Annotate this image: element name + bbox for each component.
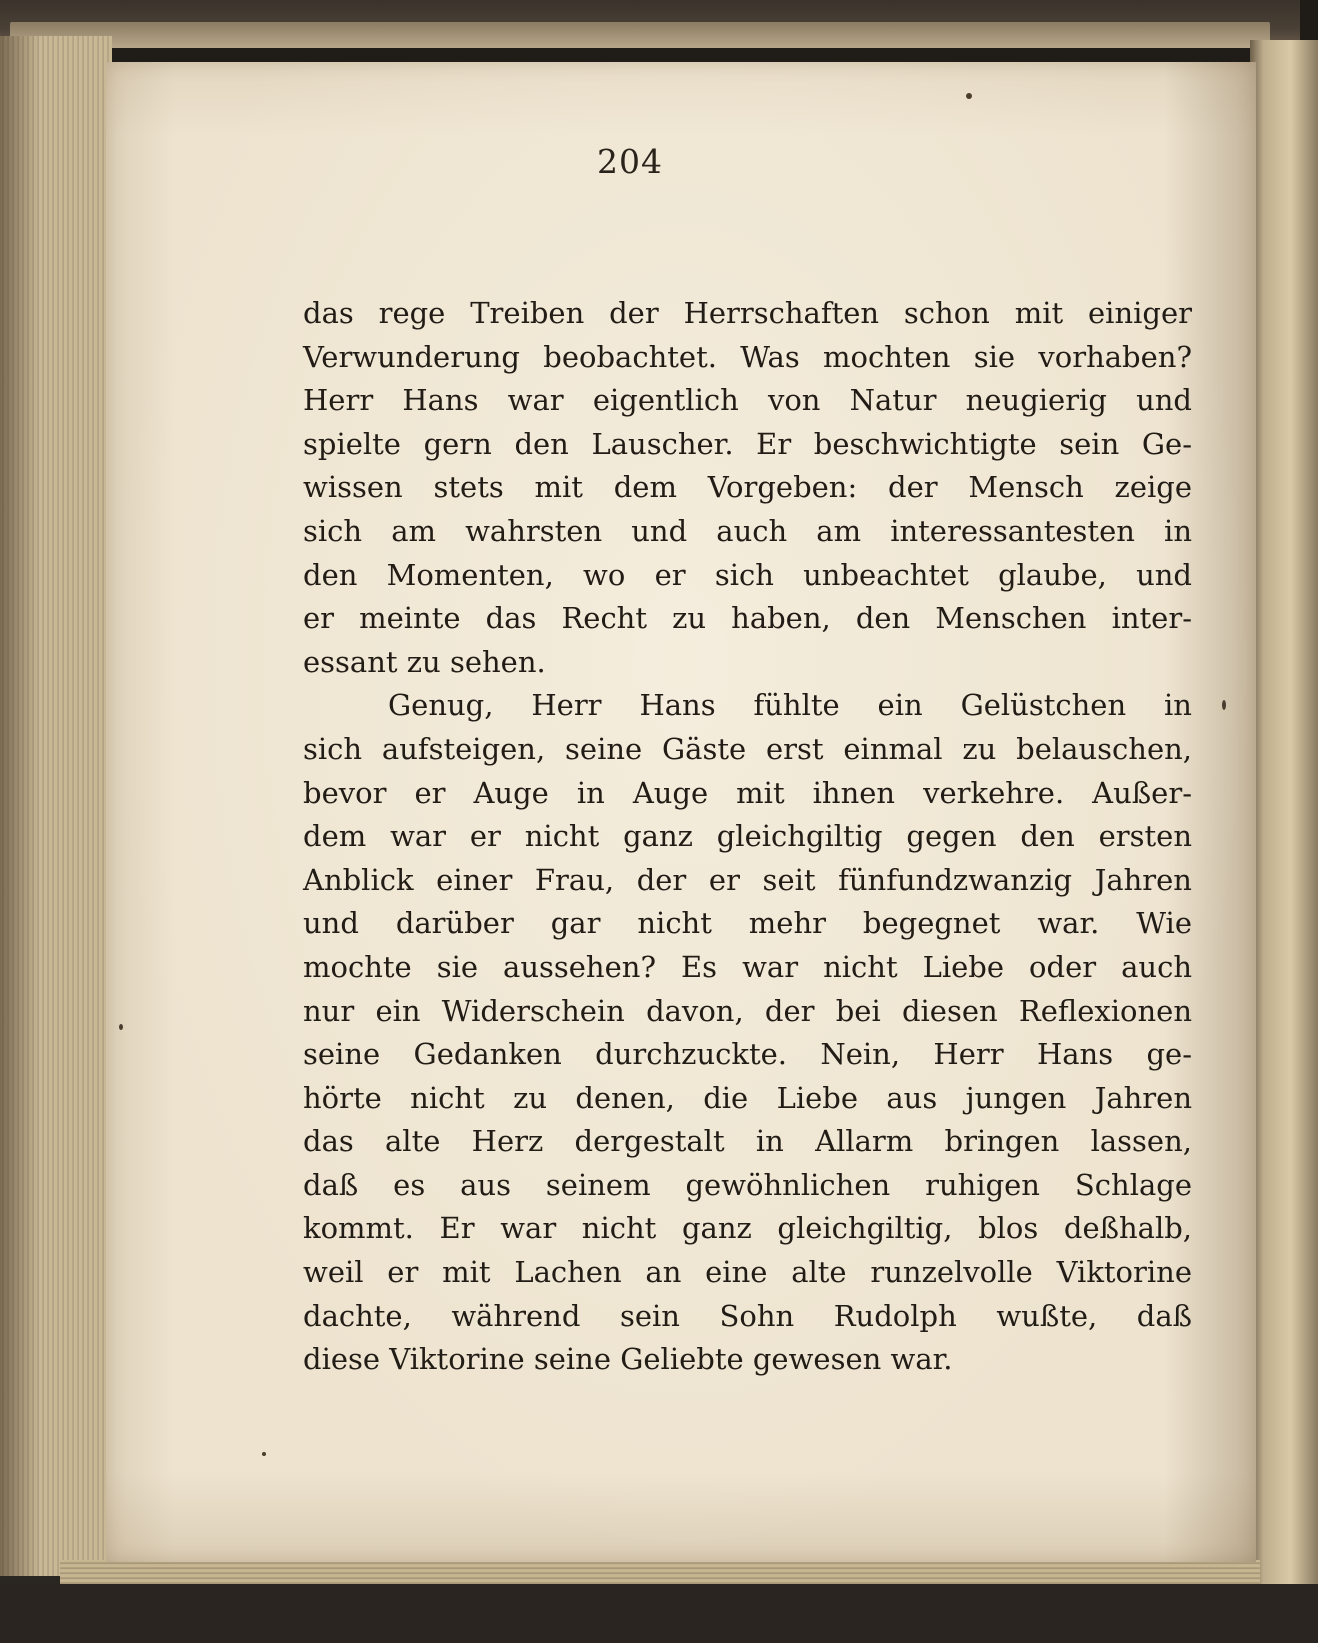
text-line: daß es aus seinem gewöhnlichen ruhigen Schlage — [303, 1167, 1192, 1202]
text-line: das rege Treiben der Herrschaften schon mit einiger — [303, 296, 1192, 330]
text-line: essant zu sehen. — [303, 644, 546, 679]
text-line: wissen stets mit dem Vorgeben: der Mensch zeige — [303, 470, 1192, 505]
text-line: Herr Hans war eigentlich von Natur neugierig und — [303, 383, 1192, 418]
text-line: diese Viktorine seine Geliebte gewesen war. — [303, 1342, 953, 1377]
ink-speck — [119, 1024, 123, 1030]
text-line: sich aufsteigen, seine Gäste erst einmal zu belauschen, — [303, 731, 1192, 766]
text-line: er meinte das Recht zu haben, den Menschen inter- — [303, 601, 1192, 636]
text-line: weil er mit Lachen an eine alte runzelvolle Viktorine — [303, 1255, 1192, 1290]
text-line: bevor er Auge in Auge mit ihnen verkehre. Außer- — [303, 775, 1192, 810]
text-line: dachte, während sein Sohn Rudolph wußte, daß — [303, 1298, 1192, 1333]
page-stack-bottom — [60, 1560, 1260, 1584]
body-text — [303, 292, 1192, 1382]
text-line: mochte sie aussehen? Es war nicht Liebe oder auch — [303, 949, 1192, 984]
text-line: den Momenten, wo er sich unbeachtet glaube, und — [303, 557, 1192, 592]
book-gutter-right — [1250, 40, 1318, 1600]
text-line: das alte Herz dergestalt in Allarm bringen lassen, — [303, 1124, 1192, 1159]
text-line: Genug, Herr Hans fühlte ein Gelüstchen in — [388, 688, 1192, 723]
ink-speck — [966, 93, 972, 99]
text-line: und darüber gar nicht mehr begegnet war. Wie — [303, 906, 1192, 941]
text-line: spielte gern den Lauscher. Er beschwichtigte sein Ge- — [303, 426, 1192, 461]
text-line: nur ein Widerschein davon, der bei diesen Reflexionen — [303, 993, 1192, 1028]
book-cover-lip — [10, 22, 1270, 48]
page-number: 204 — [597, 142, 663, 181]
ink-speck — [262, 1452, 266, 1456]
page-stack-shadow — [0, 36, 40, 1576]
text-line: kommt. Er war nicht ganz gleichgiltig, blos deßhalb, — [303, 1211, 1192, 1246]
text-line: hörte nicht zu denen, die Liebe aus jungen Jahren — [303, 1080, 1192, 1115]
text-line: Anblick einer Frau, der er seit fünfundzwanzig Jahren — [303, 862, 1192, 897]
ink-speck — [1222, 700, 1226, 710]
background-surface — [0, 1584, 1318, 1643]
text-line: sich am wahrsten und auch am interessantesten in — [303, 513, 1192, 548]
text-line: Verwunderung beobachtet. Was mochten sie vorhaben? — [303, 339, 1192, 374]
text-line: dem war er nicht ganz gleichgiltig gegen den ersten — [303, 819, 1192, 854]
text-line: seine Gedanken durchzuckte. Nein, Herr Hans ge- — [303, 1037, 1192, 1072]
